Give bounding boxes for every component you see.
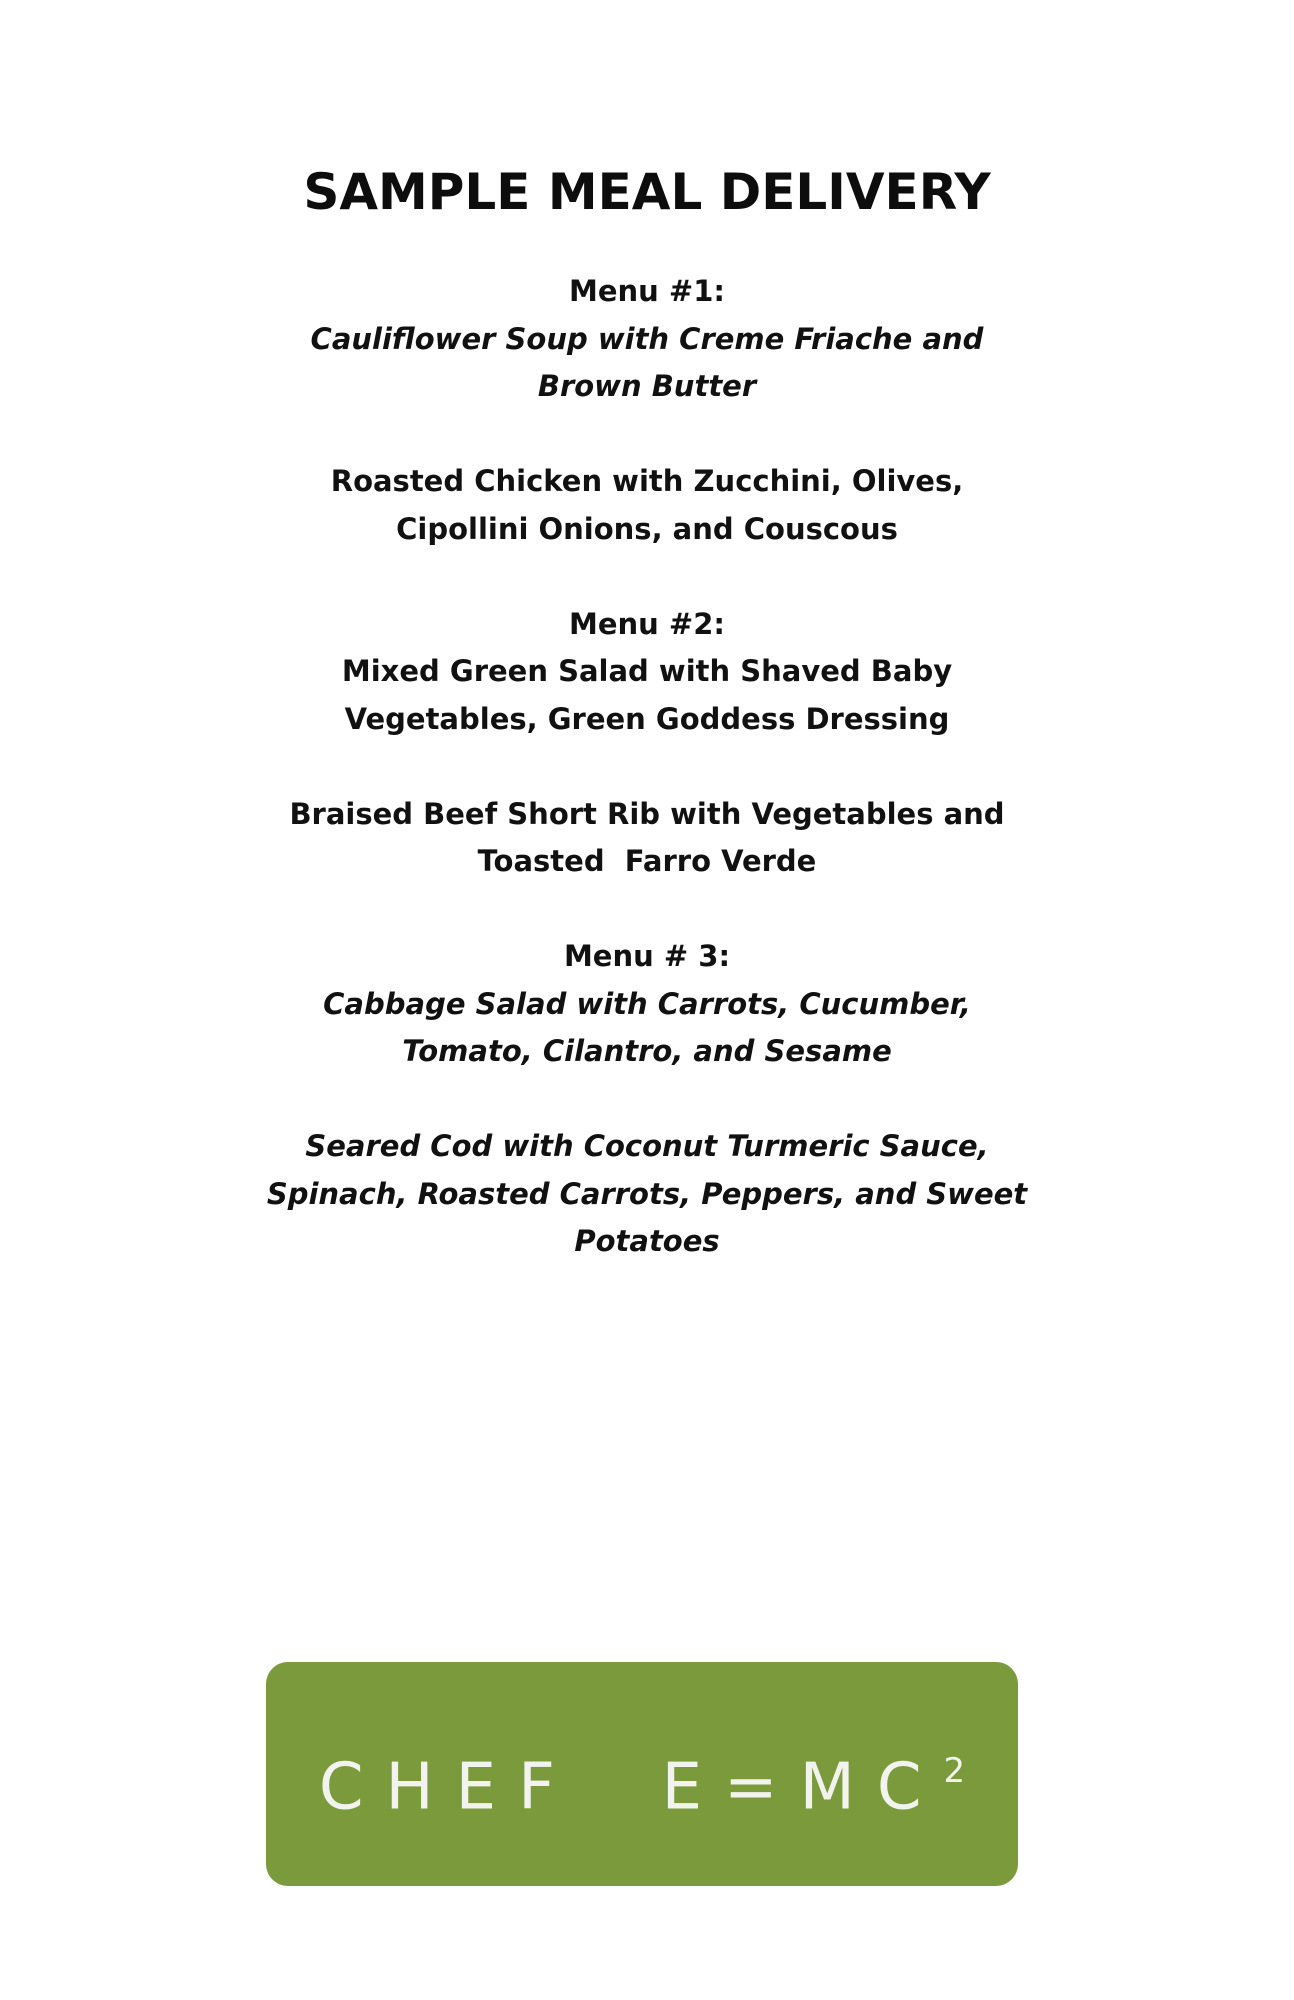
menu-list	[0, 268, 1294, 1266]
menu-1-main-line-1: Roasted Chicken with Zucchini, Olives,	[330, 464, 964, 498]
menu-1-heading: Menu #1:	[569, 274, 725, 308]
spacer	[0, 886, 1294, 934]
menu-2-starter-line-1: Mixed Green Salad with Shaved Baby	[341, 654, 953, 688]
logo-text-wrapper	[266, 1740, 1018, 1825]
menu-3-main-line-2: Spinach, Roasted Carrots, Peppers, and Sweet	[266, 1176, 1028, 1211]
menu-2-main-line-2: Toasted Farro Verde	[477, 844, 817, 878]
logo-text: CHEF E=MC	[318, 1750, 944, 1825]
menu-3-heading: Menu # 3:	[563, 939, 731, 973]
menu-2-starter-line-2: Vegetables, Green Goddess Dressing	[344, 701, 950, 736]
logo-superscript: 2	[943, 1751, 966, 1791]
menu-1-starter-line-2: Brown Butter	[537, 369, 757, 403]
menu-3-main-line-1: Seared Cod with Coconut Turmeric Sauce,	[305, 1129, 989, 1163]
menu-1-starter-line-1: Cauliflower Soup with Creme Friache and	[310, 321, 984, 356]
menu-3-starter-line-1: Cabbage Salad with Carrots, Cucumber,	[323, 986, 971, 1021]
page-title: SAMPLE MEAL DELIVERY	[303, 163, 991, 221]
spacer	[0, 1076, 1294, 1124]
menu-3-main-line-3: Potatoes	[574, 1224, 720, 1258]
spacer	[0, 553, 1294, 601]
menu-3-starter-line-2: Tomato, Cilantro, and Sesame	[402, 1034, 892, 1068]
menu-2-main-line-1: Braised Beef Short Rib with Vegetables and	[289, 796, 1005, 831]
menu-2-heading: Menu #2:	[569, 606, 725, 641]
menu-1-main-line-2: Cipollini Onions, and Couscous	[396, 511, 898, 546]
chef-logo-badge	[266, 1662, 1018, 1886]
spacer	[0, 411, 1294, 459]
spacer	[0, 743, 1294, 791]
